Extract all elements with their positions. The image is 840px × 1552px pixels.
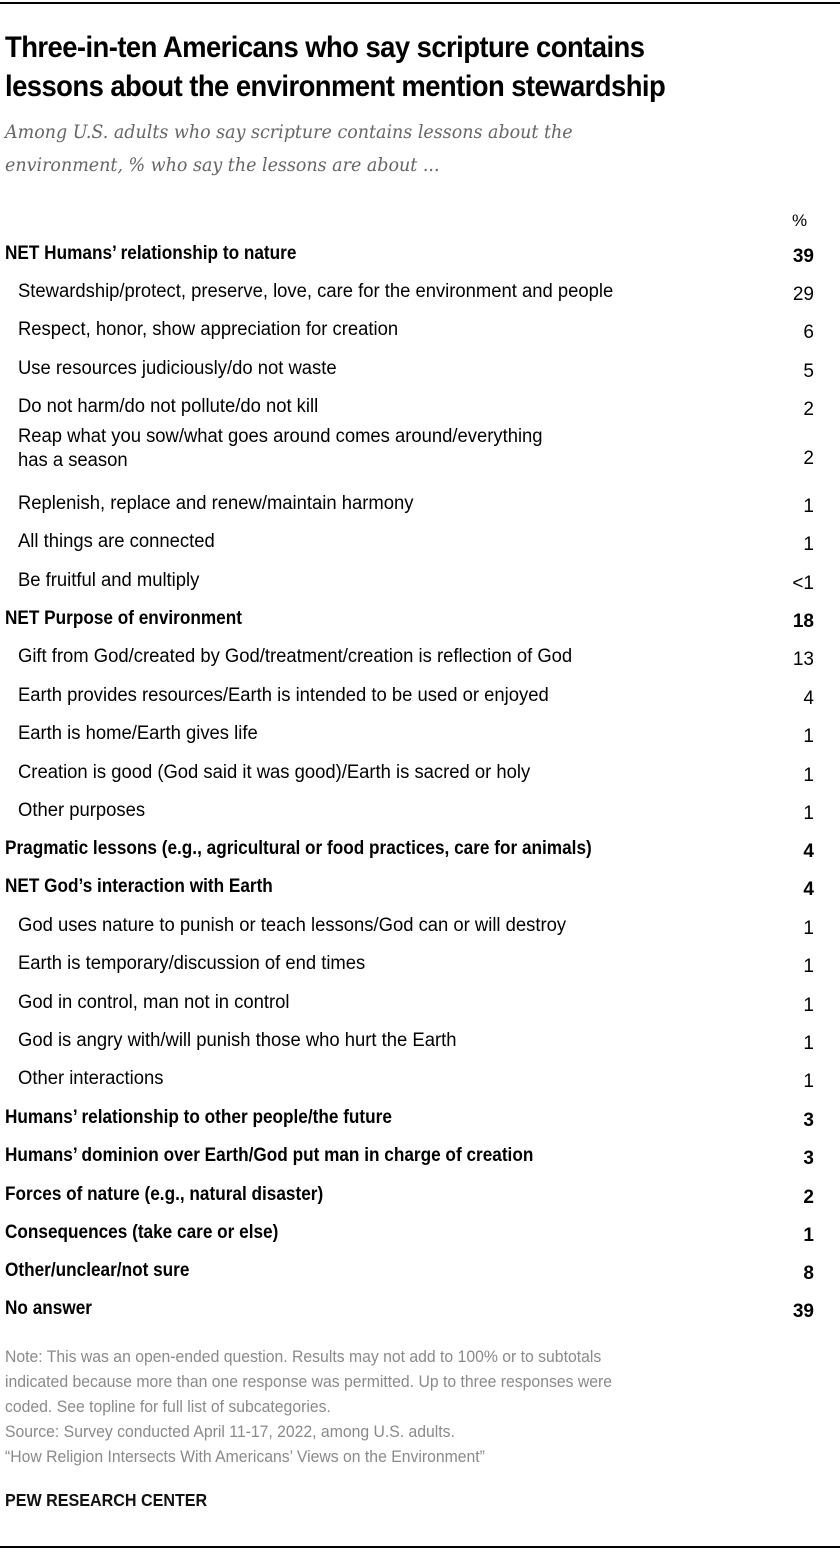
footnotes [5,1345,798,1470]
row-label: Earth is home/Earth gives life [18,723,258,744]
row-label: Humans’ relationship to other people/the future [5,1107,392,1128]
title-line-2: lessons about the environment mention stewardship [5,70,666,103]
table-row [0,716,840,754]
bottom-rule [0,1546,840,1548]
row-label: Reap what you sow/what goes around comes around/everything has a season [18,426,543,471]
row-value: 13 [792,649,814,670]
table-row [0,946,840,984]
row-value: 1 [803,765,814,786]
table-row [0,678,840,716]
row-value: 5 [803,361,814,382]
row-value: 3 [803,1148,814,1169]
table-row [0,755,840,793]
table-row-net [0,1291,840,1329]
row-label: God uses nature to punish or teach lessons/God can or will destroy [18,915,567,936]
row-value: 1 [803,995,814,1016]
row-value: 1 [803,803,814,824]
row-label: Other purposes [18,800,146,821]
row-value: 4 [803,841,814,862]
row-value: 1 [803,918,814,939]
table-row-net [0,1138,840,1176]
row-label: Earth provides resources/Earth is intended to be used or enjoyed [18,685,549,706]
table-row [0,427,840,485]
table-row [0,524,840,562]
top-rule [0,2,840,4]
table-row [0,639,840,677]
row-label: All things are connected [18,531,215,552]
note-line-3: coded. See topline for full list of subcategories. [5,1398,331,1416]
row-label: Consequences (take care or else) [5,1222,279,1243]
chart-subtitle [5,116,759,182]
brand-logo-text: PEW RESEARCH CENTER [5,1490,208,1510]
row-value: 4 [803,688,814,709]
note-line-2: indicated because more than one response was permitted. Up to three responses were [5,1373,613,1391]
row-value: 2 [803,1187,814,1208]
subtitle-line-2: environment, % who say the lessons are about ... [5,154,440,176]
table-row-net [0,831,840,869]
row-value: 4 [803,879,814,900]
table-row-net [0,869,840,907]
table-row [0,274,840,312]
row-label: God in control, man not in control [18,992,290,1013]
row-value: 1 [803,1225,814,1246]
row-value: 1 [803,1071,814,1092]
table-row-net [0,1177,840,1215]
row-label: Other interactions [18,1068,164,1089]
row-label: Other/unclear/not sure [5,1260,190,1281]
row-value: 8 [803,1263,814,1284]
row-label: Creation is good (God said it was good)/Earth is sacred or holy [18,762,531,783]
row-label: Do not harm/do not pollute/do not kill [18,396,319,417]
note-line-1: Note: This was an open-ended question. Results may not add to 100% or to subtotals [5,1348,602,1366]
row-label: Respect, honor, show appreciation for creation [18,319,399,340]
table-row [0,1023,840,1061]
table-row [0,908,840,946]
row-value: 29 [792,284,814,305]
row-label: NET Purpose of environment [5,608,242,629]
row-value: 1 [803,496,814,517]
table-row-net [0,601,840,639]
row-value: 1 [803,956,814,977]
row-value: 1 [803,726,814,747]
percent-column-header: % [792,211,808,230]
row-value: 2 [803,399,814,420]
table-row-net [0,236,840,274]
row-value: 3 [803,1110,814,1131]
row-label: God is angry with/will punish those who hurt the Earth [18,1030,457,1051]
report-title: “How Religion Intersects With Americans’ Views on the Environment” [5,1448,485,1466]
row-label: No answer [5,1298,92,1319]
row-value: 18 [792,611,814,632]
row-label: NET Humans’ relationship to nature [5,243,297,264]
chart-title [5,28,768,106]
row-label: NET God’s interaction with Earth [5,876,273,897]
table-row [0,312,840,350]
row-value: 6 [803,322,814,343]
table-row [0,486,840,524]
row-label: Earth is temporary/discussion of end times [18,953,366,974]
subtitle-line-1: Among U.S. adults who say scripture contains lessons about the [5,121,573,143]
row-value: <1 [792,573,814,594]
row-value: 2 [803,448,814,469]
title-line-1: Three-in-ten Americans who say scripture contains [5,31,645,64]
row-label: Humans’ dominion over Earth/God put man in charge of creation [5,1145,534,1166]
table-row-net [0,1253,840,1291]
row-value: 39 [792,1301,814,1322]
row-value: 39 [792,246,814,267]
row-value: 1 [803,1033,814,1054]
table-row [0,389,840,427]
table-row-net [0,1100,840,1138]
source-note: Source: Survey conducted April 11-17, 2022, among U.S. adults. [5,1423,455,1441]
row-label: Pragmatic lessons (e.g., agricultural or food practices, care for animals) [5,838,592,859]
table-row [0,985,840,1023]
table-row [0,351,840,389]
table-row-net [0,1215,840,1253]
table-row [0,563,840,601]
row-label: Forces of nature (e.g., natural disaster) [5,1184,324,1205]
table-row [0,1061,840,1099]
row-label: Stewardship/protect, preserve, love, care for the environment and people [18,281,614,302]
row-label: Gift from God/created by God/treatment/creation is reflection of God [18,646,573,667]
row-label: Be fruitful and multiply [18,570,200,591]
row-label: Replenish, replace and renew/maintain harmony [18,493,414,514]
table-row [0,793,840,831]
row-value: 1 [803,534,814,555]
row-label: Use resources judiciously/do not waste [18,358,337,379]
